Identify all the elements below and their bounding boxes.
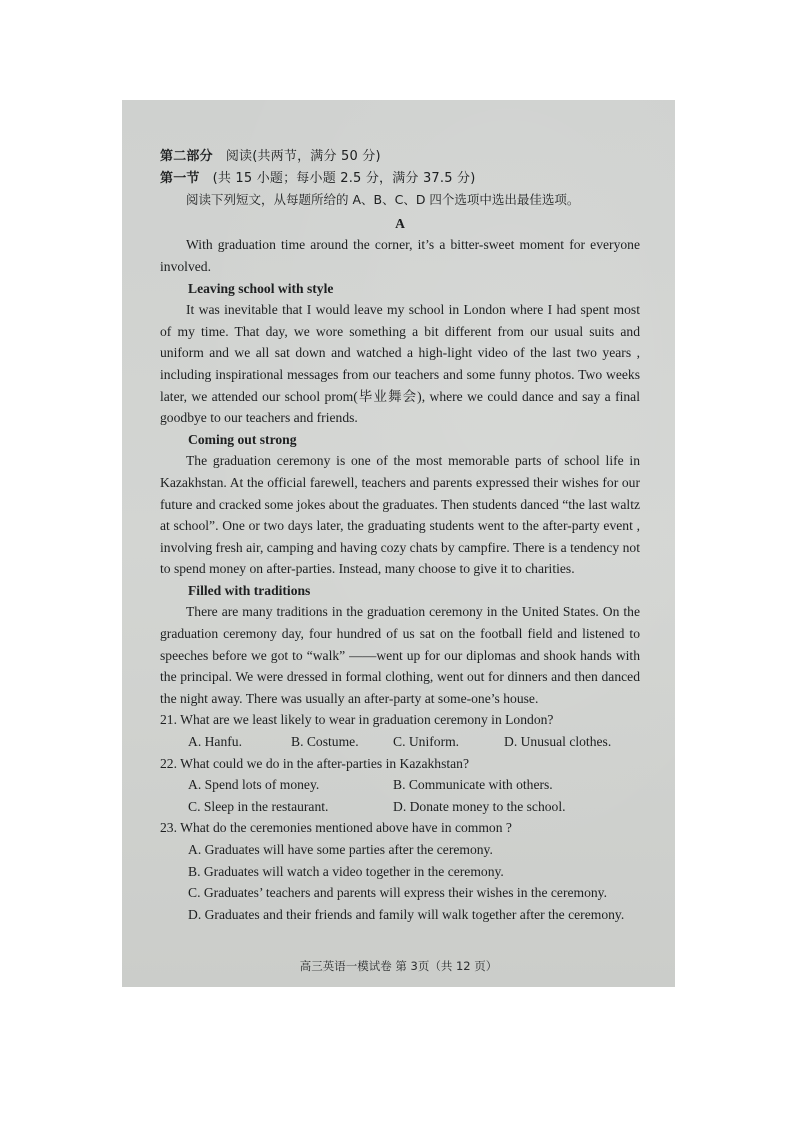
- paragraph-line: at school”. One or two days later, the graduating students went to the after-party event ,: [160, 518, 640, 534]
- scanned-page: [122, 100, 675, 987]
- page-content: [160, 146, 640, 925]
- option[interactable]: B. Costume.: [291, 734, 359, 750]
- paragraph-line: of my time. That day, we wore something a bit different from our usual suits and: [160, 323, 640, 339]
- passage-letter: A: [395, 215, 405, 231]
- option[interactable]: A. Spend lots of money.: [188, 777, 320, 793]
- paragraph-line: including inspirational messages from our teachers and some funny photos. Two weeks: [160, 366, 640, 382]
- paragraph-line: future and cracked some jokes about the graduates. Then students danced “the last waltz: [160, 496, 640, 512]
- paragraph-line: goodbye to our teachers and friends.: [160, 410, 358, 426]
- paragraph-line: There are many traditions in the graduation ceremony in the United States. On the: [186, 604, 640, 620]
- section-heading: [160, 168, 640, 190]
- section-title: (共 15 小题；每小题 2.5 分，满分 37.5 分): [212, 170, 476, 186]
- option[interactable]: D. Donate money to the school.: [393, 798, 566, 814]
- option[interactable]: D. Graduates and their friends and family will walk together after the ceremony.: [188, 906, 625, 922]
- paragraph-line: The graduation ceremony is one of the most memorable parts of school life in: [186, 453, 640, 469]
- part-title: 阅读(共两节，满分 50 分): [225, 149, 381, 164]
- part-heading: [160, 146, 640, 168]
- paragraph-line: the principal. We were dressed in formal clothing, went out for dinners and then danced: [160, 669, 640, 685]
- page-footer: 高三英语一模试卷 第 3页（共 12 页）: [299, 959, 498, 973]
- option[interactable]: B. Communicate with others.: [393, 777, 553, 793]
- section-heading-united-states: Filled with traditions: [188, 582, 311, 598]
- paragraph-line: the night away. There was usually an after-party at some-one’s house.: [160, 690, 539, 706]
- paragraph-line: It was inevitable that I would leave my school in London where I had spent most: [186, 302, 640, 318]
- intro-line: involved.: [160, 258, 211, 274]
- option[interactable]: B. Graduates will watch a video together in the ceremony.: [188, 863, 504, 879]
- paragraph-line: speeches before we got to “walk” ——went up for our diplomas and shook hands with: [160, 647, 640, 663]
- intro-line: With graduation time around the corner, it’s a bitter-sweet moment for everyone: [186, 237, 640, 253]
- paragraph-line: later, we attended our school prom(毕业舞会), where we could dance and say a final: [160, 388, 640, 404]
- paragraph-line: to spend money on after-parties. Instead, many choose to give it to charities.: [160, 561, 575, 577]
- question-stem: 21. What are we least likely to wear in graduation ceremony in London?: [160, 712, 554, 728]
- option[interactable]: A. Graduates will have some parties after the ceremony.: [188, 842, 493, 857]
- option[interactable]: C. Graduates’ teachers and parents will express their wishes in the ceremony.: [188, 885, 607, 901]
- question-options: [160, 731, 640, 753]
- option[interactable]: C. Uniform.: [393, 734, 460, 750]
- paragraph-line: Kazakhstan. At the official farewell, teachers and parents expressed their wishes for our: [160, 474, 640, 490]
- section-heading-kazakhstan: Coming out strong: [188, 431, 297, 447]
- section-label: 第一节: [160, 170, 200, 186]
- paragraph-line: uniform and we all sat down and watched a high-light video of the last two years ,: [160, 345, 640, 361]
- question-options: [160, 774, 640, 796]
- option[interactable]: D. Unusual clothes.: [504, 734, 612, 750]
- part-label: 第二部分: [160, 149, 213, 164]
- paragraph-line: graduation ceremony day, four hundred of us sat on the football field and listened to: [160, 626, 640, 642]
- instruction: 阅读下列短文，从每题所给的 A、B、C、D 四个选项中选出最佳选项。: [186, 192, 580, 208]
- paragraph-line: involving fresh air, camping and having cozy chats by campfire. There is a tendency not: [160, 539, 640, 555]
- question-options: [160, 796, 640, 818]
- section-heading-london: Leaving school with style: [188, 280, 334, 296]
- option[interactable]: A. Hanfu.: [188, 734, 242, 750]
- option[interactable]: C. Sleep in the restaurant.: [188, 798, 329, 814]
- question-stem: 23. What do the ceremonies mentioned above have in common ?: [160, 820, 512, 836]
- question-stem: 22. What could we do in the after-parties in Kazakhstan?: [160, 755, 469, 771]
